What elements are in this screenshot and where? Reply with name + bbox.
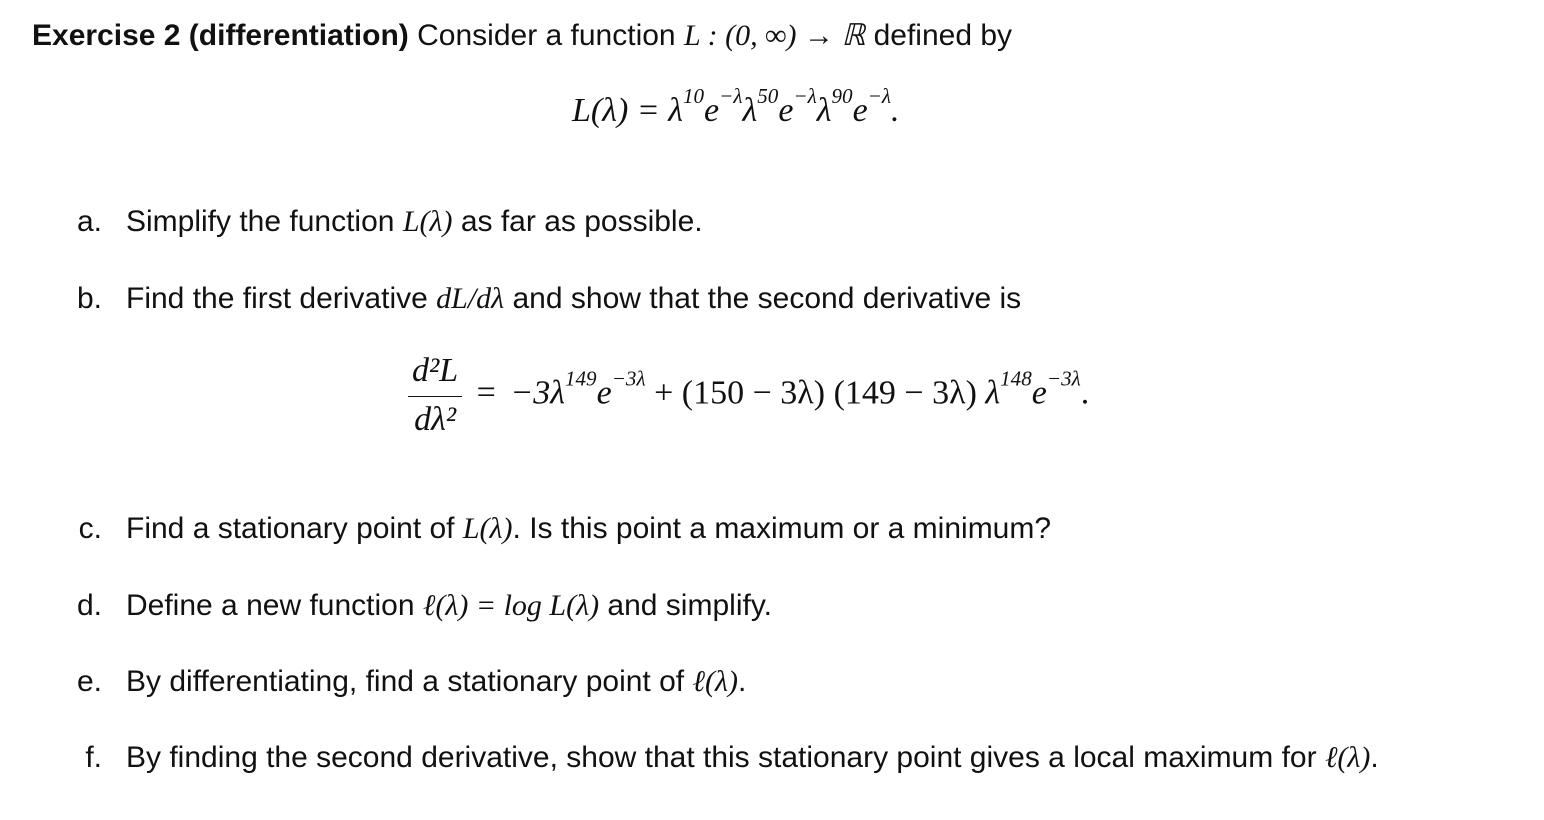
exponent-10: 10 — [682, 84, 705, 109]
second-derivative-fraction — [408, 352, 462, 439]
item-marker-b: b. — [76, 282, 102, 315]
equation-period: . — [1080, 374, 1090, 412]
term-minus-3-lambda: −3λ — [510, 374, 565, 412]
item-marker-e: e. — [76, 665, 102, 698]
item-c-math: L(λ) — [462, 512, 513, 545]
item-b — [126, 282, 1021, 316]
exercise-header — [32, 18, 1012, 53]
function-signature: L : (0, ∞) → ℝ — [683, 19, 866, 52]
item-marker-f: f. — [85, 741, 102, 774]
equals-sign: = — [476, 374, 496, 412]
e-term-a: e — [596, 374, 612, 412]
item-c-text-after: . Is this point a maximum or a minimum? — [512, 512, 1052, 545]
item-e-text: By differentiating, find a stationary point of — [126, 665, 685, 698]
lambda-term-2: λ — [742, 92, 758, 129]
item-e-text-after: . — [737, 665, 747, 698]
e-term-2: e — [778, 92, 794, 129]
definition-lhs: L(λ) = — [572, 92, 660, 129]
exponent-50: 50 — [757, 84, 779, 109]
item-b-text-after: and show that the second derivative is — [512, 282, 1022, 315]
lambda-term-3: λ — [816, 92, 832, 129]
e-term-3: e — [852, 92, 868, 129]
item-d — [126, 589, 772, 623]
e-exponent-2: −λ — [793, 84, 817, 109]
item-b-math: dL/dλ — [436, 282, 505, 315]
item-marker-d: d. — [76, 589, 102, 622]
item-a-text: Simplify the function — [126, 205, 395, 238]
item-c-text: Find a stationary point of — [126, 512, 455, 545]
lambda-term: λ — [985, 374, 1001, 412]
definition-period: . — [891, 92, 900, 129]
exponent-149: 149 — [564, 366, 597, 391]
item-b-text: Find the first derivative — [126, 282, 428, 315]
item-d-text-after: and simplify. — [607, 589, 772, 622]
e-exponent-3: −λ — [867, 84, 892, 109]
exponent-90: 90 — [831, 84, 853, 109]
item-f-text-after: . — [1370, 741, 1379, 774]
factor-150: (150 − 3λ) — [681, 374, 826, 412]
factor-149: (149 − 3λ) — [833, 374, 977, 412]
e-exponent-a: −3λ — [611, 366, 646, 391]
item-f-math: ℓ(λ) — [1324, 741, 1371, 774]
item-d-math: ℓ(λ) = log L(λ) — [422, 589, 600, 622]
item-a — [126, 205, 703, 239]
item-d-text: Define a new function — [126, 589, 415, 622]
fraction-denominator: dλ² — [414, 401, 457, 438]
item-f — [126, 741, 1379, 775]
fraction-numerator: d²L — [412, 352, 459, 389]
exponent-148: 148 — [1000, 366, 1032, 391]
exercise-heading: Exercise 2 (differentiation) — [32, 19, 409, 52]
item-a-math: L(λ) — [402, 205, 453, 238]
item-f-text: By finding the second derivative, show that this stationary point gives a local maximum for — [126, 741, 1317, 774]
second-derivative-equation — [408, 352, 1089, 439]
item-c — [126, 512, 1051, 546]
e-exponent-b: −3λ — [1046, 366, 1081, 391]
item-a-text-after: as far as possible. — [460, 205, 703, 238]
plus-sign: + — [654, 374, 674, 412]
e-term-1: e — [704, 92, 720, 129]
defined-by-text: defined by — [873, 19, 1013, 52]
lambda-term-1: λ — [668, 92, 683, 129]
exercise-intro: Consider a function — [417, 19, 676, 52]
fraction-bar — [408, 396, 462, 397]
item-e-math: ℓ(λ) — [692, 665, 738, 698]
definition-equation — [572, 84, 900, 130]
item-marker-c: c. — [78, 512, 102, 545]
item-marker-a: a. — [76, 205, 102, 238]
item-e — [126, 665, 746, 699]
e-term-b: e — [1031, 374, 1047, 412]
e-exponent-1: −λ — [719, 84, 743, 109]
